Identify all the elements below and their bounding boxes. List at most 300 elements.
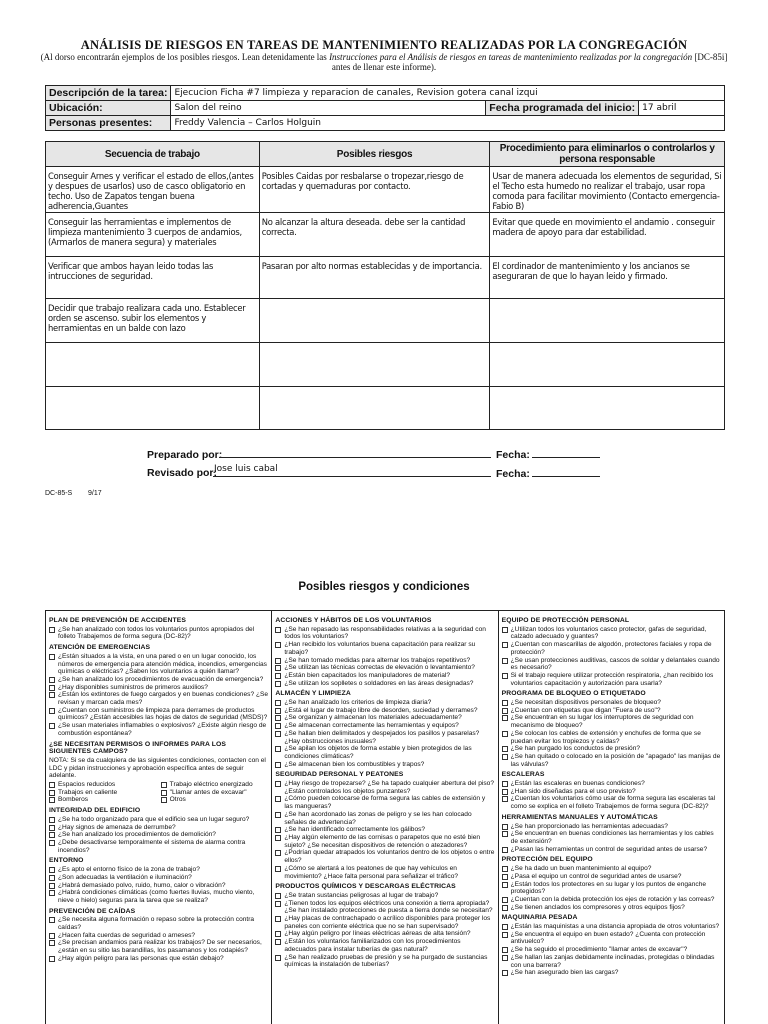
checklist-item-text: ¿Se encuentra el equipo en buen estado? ¿Cuenta con protección antivuelco? [510,930,706,946]
table-row [46,167,725,213]
checkbox[interactable] [502,847,508,853]
checklist-section-title: HERRAMIENTAS MANUALES Y AUTOMÁTICAS [501,813,658,821]
checklist-item-text: ¿Se hallan bien delimitados y despejados los pasillos y pasarelas? ¿Hay obstrucciones inusuales? [284,729,480,745]
table-cell[interactable]: Pasaran por alto normas establecidas y de importancia. [259,257,490,299]
table-row [46,213,725,257]
checklist-item-text: ¿Se ha todo organizado para que el edificio sea un lugar seguro? [58,815,250,823]
checklist-item-text: ¿Podrían quedar atrapados los voluntarios dentro de los objetos o entre ellos? [284,849,495,865]
checklist-item-text: ¿Están situados a la vista, en una pared o en un lugar conocido, los números de emergencia para atención médica, incendios, emergencias químicas o eléctricas? ¿Saben los voluntarios a quién llamar? [58,652,267,676]
checkbox[interactable] [502,932,508,938]
risks-conditions-title: Posibles riesgos y condiciones [298,581,470,593]
table-cell[interactable]: Posibles Caidas por resbalarse o tropezar,riesgo de cortadas y quemaduras por contacto. [259,167,490,213]
table-cell[interactable] [259,387,490,430]
checklist-item-text: ¿Se almacenan correctamente las herramientas y equipos? [284,722,459,730]
checklist-item-text: ¿Se tratan sustancias peligrosas al lugar de trabajo? [284,891,439,899]
checkbox[interactable] [275,708,281,714]
checkbox[interactable] [275,642,281,648]
checkbox[interactable] [502,905,508,911]
checkbox[interactable] [49,692,55,698]
checkbox[interactable] [275,673,281,679]
form-subtitle: (Al dorso encontrarán ejemplos de los posibles riesgos. Lean detenidamente las Instrucciones para el Análisis de riesgos en tareas de mantenimiento realizadas por la congregación [DC-85i] antes de llenar este informe). [40,52,728,72]
checkbox[interactable] [502,627,508,633]
checkbox[interactable] [49,677,55,683]
checkbox[interactable] [49,723,55,729]
checklist-item [49,691,268,706]
risk-analysis-table [45,141,725,430]
checklist-item [49,889,268,904]
checklist-item-text: ¿Pasan las herramientas un control de seguridad antes de usarse? [510,845,708,853]
checkbox[interactable] [502,658,508,664]
checklist-item [49,882,268,890]
start-date-label: Fecha programada del inicio: [486,101,639,116]
permit-options [49,781,268,804]
checklist-section-title: EQUIPO DE PROTECCIÓN PERSONAL [501,617,630,624]
checklist-item [49,916,268,931]
checkbox[interactable] [275,827,281,833]
checklist-item [49,874,268,882]
checklist-item-text: ¿Hay algún peligro por líneas eléctricas aéreas de alta tensión? [284,930,471,938]
table-cell[interactable] [259,343,490,387]
checklist-item-text: ¿Se han analizado los procedimientos de demolición? [58,831,216,839]
checklist-item-text: ¿Se han analizado los procedimientos de evacuación de emergencia? [58,675,264,683]
permit-option-label: Bomberos [58,796,89,804]
checklist-item [275,826,494,834]
checklist-item-text: ¿Están los voluntarios familiarizados con los procedimientos adecuados para instalar tuberías de gas natural? [284,938,461,953]
checkbox[interactable] [275,658,281,664]
checkbox[interactable] [275,723,281,729]
checklist-item [275,626,494,641]
checklist-item [502,830,721,845]
reviewed-date-label: Fecha: [496,468,530,480]
permit-option [161,789,269,797]
start-date-field[interactable]: 17 abril [639,101,725,116]
checklist-item [502,730,721,745]
checklist-item [49,932,268,940]
checklist-item-text: ¿Cómo se alertará a los peatones de que hay vehículos en movimiento? ¿Hace falta personal para señalizar el tráfico? [284,864,459,880]
checklist-item [502,699,721,707]
checklist-item [49,831,268,839]
checklist-item-text: ¿Hay riesgo de tropezarse? ¿Se ha tapado cualquier abertura del piso? ¿Están controlados los objetos punzantes? [284,780,494,795]
checkbox[interactable] [502,924,508,930]
table-cell[interactable]: Decidir que trabajo realizara cada uno. Establecer orden se ascenso. subir los elementos y herramientas en un balde con lazo [46,299,260,343]
checklist-item-text: ¿Se han asegurado bien las cargas? [510,969,619,977]
checklist-item [502,788,721,796]
checkbox[interactable] [275,939,281,945]
checklist-item-text: ¿Se han identificado correctamente los gálibos? [284,826,426,834]
checklist-section-title: ESCALERAS [501,771,545,779]
checklist-item-text: ¿Están bien capacitados los manipuladores de material? [284,671,450,679]
checklist-item-text: ¿Hay algún elemento de las cornisas o parapetos que no esté bien sujeto? ¿Se necesitan dispositivos de retención o atezadores? [284,833,481,849]
checklist-section-title: ¿SE NECESITAN PERMISOS O INFORMES PARA LOS SIGUIENTES CAMPOS? [49,740,227,756]
checklist-item [502,745,721,753]
checklist-item [275,672,494,680]
checklist-item-text: ¿Se han proporcionado las herramientas adecuadas? [510,822,668,830]
checklist-section-title: SEGURIDAD PERSONAL Y PEATONES [275,771,404,779]
permit-option [49,796,157,804]
checklist-item-text: ¿Están todos los protectores en su lugar y los puntos de enganche protegidos? [510,880,707,896]
checkbox[interactable] [161,797,167,803]
checkbox[interactable] [502,970,508,976]
checklist-note: NOTA: Si se da cualquiera de las siguientes condiciones, contacten con el LDC y pidan instrucciones y aprobación específica antes de seguir adelante. [49,756,266,780]
risks-checklist [45,610,725,1024]
checklist-item [275,722,494,730]
checklist-item [502,873,721,881]
checklist-item [275,892,494,900]
checklist-item-text: ¿Se han quitado o colocado en la posición de "apagado" las manijas de las válvulas? [510,752,721,768]
checklist-item-text: ¿Habrá condiciones climáticas (como fuertes lluvias, mucho viento, nieve o hielo) seguras para la tarea que se realiza? [58,889,255,904]
checklist-item [275,954,494,969]
permit-option-label: Trabajo eléctrico energizado [169,781,253,789]
table-cell[interactable] [46,387,260,430]
checkbox[interactable] [49,840,55,846]
checklist-item [49,866,268,874]
checklist-item [502,923,721,931]
checklist-item-text: ¿Se usan materiales inflamables o explosivos? ¿Existe algún riesgo de combustión espontánea? [58,722,267,737]
table-cell[interactable]: Verificar que ambos hayan leido todas las intrucciones de seguridad. [46,257,260,299]
checklist-item [502,904,721,912]
checklist-item [275,680,494,688]
checklist-section-title: ATENCIÓN DE EMERGENCIAS [49,644,151,652]
checklist-item-text: ¿Han recibido los voluntarios buena capacitación para realizar su trabajo? [284,641,476,656]
checklist-item [502,707,721,715]
checklist-item [275,938,494,953]
checklist-item-text: ¿Hacen falta cuerdas de seguridad o arneses? [58,931,196,939]
checklist-item-text: ¿Han sido diseñadas para el uso previsto? [510,787,636,795]
checklist-item [502,896,721,904]
checklist-item [275,780,494,795]
location-label: Ubicación: [46,101,171,116]
checkbox[interactable] [49,832,55,838]
checklist-item-text: ¿Debe desactivarse temporalmente el sistema de alarma contra incendios? [58,838,246,854]
checklist-section-title: PROGRAMA DE BLOQUEO O ETIQUETADO [501,690,646,698]
checkbox[interactable] [275,681,281,687]
checklist-item [49,939,268,954]
checklist-item-text: ¿Pasa el equipo un control de seguridad antes de usarse? [510,872,682,880]
checkbox[interactable] [275,731,281,737]
checkbox[interactable] [49,883,55,889]
checklist-item-text: ¿Se encuentran en buenas condiciones las herramientas y los cables de extensión? [510,830,714,845]
checklist-item-text: Si el trabajo requiere utilizar protección respiratoria, ¿han recibido los voluntarios capacitación y autorización para usarla? [510,671,714,687]
checkbox[interactable] [275,796,281,802]
checkbox[interactable] [502,731,508,737]
checkbox[interactable] [275,901,281,907]
checklist-item [275,849,494,864]
task-description-field[interactable]: Ejecucion Ficha #7 limpieza y reparacion de canales, Revision gotera canal izqui [171,86,725,101]
checklist-item [502,969,721,977]
checklist-item [502,865,721,873]
checkbox[interactable] [502,824,508,830]
checkbox[interactable] [161,782,167,788]
checkbox[interactable] [502,673,508,679]
checkbox[interactable] [275,781,281,787]
checklist-item-text: ¿Habrá demasiado polvo, ruido, humo, calor o vibración? [58,881,226,889]
checklist-item [275,795,494,810]
checkbox[interactable] [275,665,281,671]
checklist-item [275,730,494,745]
checklist-item [502,823,721,831]
checklist-item [502,714,721,729]
checklist-section-title: ALMACÉN Y LIMPIEZA [275,690,351,698]
checklist-item [275,714,494,722]
permit-option-label: "Llamar antes de excavar" [169,788,247,796]
checkbox[interactable] [49,875,55,881]
checkbox[interactable] [502,781,508,787]
checklist-section-title: MAQUINARIA PESADA [501,914,578,922]
checklist-item-text: ¿Se organizan y almacenan los materiales adecuadamente? [284,714,462,722]
reviewed-by-field[interactable]: Jose luis cabal [214,464,278,474]
checkbox[interactable] [502,746,508,752]
checkbox[interactable] [49,708,55,714]
checklist-item-text: ¿Está el lugar de trabajo libre de desorden, suciedad y derrames? [284,706,478,714]
permit-option-label: Trabajos en caliente [58,788,118,796]
checkbox[interactable] [49,825,55,831]
checkbox[interactable] [502,700,508,706]
checklist-item [49,839,268,854]
table-cell[interactable]: Usar de manera adecuada los elementos de seguridad, Si el Techo esta humedo no realizar el trabajo, usar ropa comoda para facilitar movimiento (Contacto emergencia- Fabio B) [490,167,725,213]
checkbox[interactable] [49,867,55,873]
checkbox[interactable] [275,931,281,937]
table-cell[interactable]: Conseguir Arnes y verificar el estado de ellos,(antes y despues de usarlos) uso de casco obligatorio en techo. Uso de Zapatos tengan buena adherencia,Guantes [46,167,260,213]
checklist-item [49,816,268,824]
checklist-item-text: ¿Se han analizado con todos los voluntarios puntos apropiados del folleto Trabajemos de forma segura (DC-82)? [58,625,255,641]
table-cell[interactable] [46,343,260,387]
checklist-item [275,641,494,656]
checkbox[interactable] [275,835,281,841]
table-cell[interactable] [490,343,725,387]
checklist-item-text: ¿Se han realizado pruebas de presión y se ha purgado de sustancias químicas la instalación de tuberías? [284,953,488,969]
table-cell[interactable] [490,387,725,430]
checkbox[interactable] [502,754,508,760]
checkbox[interactable] [49,782,55,788]
checklist-section-title: ENTORNO [49,857,84,865]
prepared-by-line[interactable] [219,457,491,458]
people-present-field[interactable]: Freddy Valencia – Carlos Holguin [171,116,725,131]
checkbox[interactable] [275,955,281,961]
checklist-section-title: PROTECCIÓN DEL EQUIPO [501,856,593,864]
people-present-label: Personas presentes: [46,116,171,131]
column-header-possible-risks: Posibles riesgos [259,142,490,167]
checkbox[interactable] [275,916,281,922]
form-title: ANÁLISIS DE RIESGOS EN TAREAS DE MANTENIMIENTO REALIZADAS POR LA CONGREGACIÓN [80,38,688,52]
checkbox[interactable] [502,715,508,721]
checklist-item [49,955,268,963]
checklist-item-text: ¿Se almacenan bien los combustibles y trapos? [284,760,425,768]
checklist-item [502,641,721,656]
checklist-item-text: ¿Cuentan los voluntarios cómo usar de forma segura las escaleras tal como se explica en el folleto Trabajemos de forma segura (DC-82)? [510,795,716,811]
checklist-item-text: ¿Cuentan con suministros de limpieza para derrames de productos químicos? ¿Están accesibles las hojas de datos de seguridad (MSDS)? [58,706,268,722]
checkbox[interactable] [502,642,508,648]
checkbox[interactable] [502,708,508,714]
checklist-item-text: ¿Cuentan con la debida protección los ejes de rotación y las correas? [510,895,715,903]
checklist-item-text: ¿Se usan protecciones auditivas, cascos de soldar y delantales cuando es necesario? [510,656,720,672]
checklist-section-title: PREVENCIÓN DE CAÍDAS [49,907,136,915]
checklist-item-text: ¿Hay algún peligro para las personas que están debajo? [58,954,224,962]
checklist-column [46,611,271,1024]
checkbox[interactable] [502,897,508,903]
checklist-item-text: ¿Se utilizan las técnicas correctas de elevación o levantamiento? [284,664,475,672]
checklist-item [275,930,494,938]
checklist-item [275,707,494,715]
checklist-item-text: ¿Se ha dado un buen mantenimiento al equipo? [510,865,652,873]
prepared-by-label: Preparado por: [147,449,223,461]
checkbox[interactable] [49,797,55,803]
location-field[interactable]: Salon del reino [171,101,486,116]
column-header-work-sequence: Secuencia de trabajo [46,142,260,167]
checklist-item [502,672,721,687]
checklist-item-text: ¿Se han repasado las responsabilidades relativas a la seguridad con todos los voluntarios? [284,625,486,641]
checklist-section-title: INTEGRIDAD DEL EDIFICIO [49,807,141,815]
checkbox[interactable] [275,850,281,856]
form-revision: 9/17 [88,490,102,497]
checkbox[interactable] [49,685,55,691]
permit-option [161,796,269,804]
checkbox[interactable] [275,812,281,818]
checklist-item-text: ¿Se utilizan los soplletes o soldadores en las áreas designadas? [284,679,474,687]
checklist-item-text: ¿Hay signos de amenaza de derrumbe? [58,823,176,831]
checklist-item [49,707,268,722]
checkbox[interactable] [502,874,508,880]
table-cell[interactable]: No alcanzar la altura deseada. debe ser la cantidad correcta. [259,213,490,257]
form-code: DC-85-S [45,490,73,497]
checkbox[interactable] [502,789,508,795]
checklist-item [275,865,494,880]
checklist-item [49,676,268,684]
table-row [46,257,725,299]
checklist-item-text: ¿Se han purgado los conductos de presión? [510,745,641,753]
checklist-item-text: ¿Se necesita alguna formación o repaso sobre la protección contra caídas? [58,916,255,932]
table-cell[interactable] [490,299,725,343]
checklist-item-text: ¿Cómo pueden colocarse de forma segura las cables de extensión y las mangueras? [284,795,486,811]
checkbox[interactable] [275,627,281,633]
task-info-table [45,85,725,131]
table-cell[interactable]: Conseguir las herramientas e implementos de limpieza mantenimiento 3 cuerpos de andamios, (Armarlos de manera segura) y materiales [46,213,260,257]
checklist-item [49,684,268,692]
checklist-item [49,824,268,832]
table-row [46,299,725,343]
prepared-date-label: Fecha: [496,449,530,461]
reviewed-by-label: Revisado por: [147,467,218,479]
checklist-item [502,931,721,946]
checklist-item-text: ¿Se colocan los cables de extensión y enchufes de forma que se puedan evitar los tropiezos y caídas? [510,729,701,745]
checkbox[interactable] [502,866,508,872]
permit-option [49,789,157,797]
table-cell[interactable]: El cordinador de mantenimiento y los ancianos se aseguraran de que lo hayan leido y firmado. [490,257,725,299]
checkbox[interactable] [502,955,508,961]
checklist-item [275,699,494,707]
table-row [46,387,725,430]
checklist-item-text: ¿Se han analizado los criterios de limpieza diaria? [284,699,432,707]
checklist-item [275,900,494,915]
checklist-item [502,626,721,641]
checklist-item-text: ¿Se precisan andamios para realizar los trabajos? De ser necesarios, ¿están en su sitio las barandillas, los pasamanos y los rodapiés? [58,939,262,955]
checklist-item [275,657,494,665]
checklist-column [271,611,497,1024]
checkbox[interactable] [275,746,281,752]
checkbox[interactable] [275,893,281,899]
checklist-item-text: ¿Se hallan las zanjas debidamente inclinadas, protegidas o blindadas con una barrera? [510,953,715,969]
checklist-item-text: ¿Hay disponibles suministros de primeros auxilios? [58,683,208,691]
checklist-item-text: ¿Están las escaleras en buenas condiciones? [510,780,645,788]
checkbox[interactable] [49,890,55,896]
checkbox[interactable] [49,790,55,796]
checklist-item-text: ¿Se apilan los objetos de forma estable y bien protegidos de las condiciones climáticas? [284,745,472,760]
table-row [46,343,725,387]
checklist-item [275,834,494,849]
checklist-item-text: ¿Hay placas de contrachapado o acrílico disponibles para proteger los paneles con corriente eléctrica que no se han supervisado? [284,915,491,930]
checklist-item-text: ¿Se han tomado medidas para alternar los trabajos repetitivos? [284,656,471,664]
checklist-item-text: ¿Cuentan con etiquetas que digan "Fuera de uso"? [510,706,661,714]
checklist-item [49,722,268,737]
checkbox[interactable] [49,956,55,962]
checkbox[interactable] [502,796,508,802]
permit-option [49,781,157,789]
checklist-item-text: ¿Se han acordonado las zonas de peligro y se les han colocado señales de advertencia? [284,810,472,826]
checklist-item-text: ¿Se ha seguido el procedimiento "llamar antes de excavar"? [510,946,688,954]
checklist-section-title: PRODUCTOS QUÍMICOS Y DESCARGAS ELÉCTRICAS [275,883,456,891]
checkbox[interactable] [161,790,167,796]
checkbox[interactable] [49,917,55,923]
checklist-item-text: ¿Se encuentran en su lugar los interruptores de seguridad con mecanismo de bloqueo? [510,714,694,730]
checkbox[interactable] [49,933,55,939]
checklist-item [502,954,721,969]
permit-option [161,781,269,789]
checkbox[interactable] [275,866,281,872]
checklist-item [275,915,494,930]
checklist-item [275,745,494,760]
checkbox[interactable] [275,715,281,721]
table-cell[interactable] [259,299,490,343]
checkbox[interactable] [49,627,55,633]
checklist-item [502,881,721,896]
checklist-item-text: ¿Están los extintores de fuego cargados y en buenas condiciones? ¿Se revisan y marcan cada mes? [58,691,269,707]
checklist-item [502,657,721,672]
checkbox[interactable] [275,700,281,706]
checklist-item [502,753,721,768]
checkbox[interactable] [502,882,508,888]
checklist-item [502,780,721,788]
checklist-item [275,664,494,672]
prepared-date-line[interactable] [532,457,600,458]
checkbox[interactable] [49,817,55,823]
table-cell[interactable]: Evitar que quede en movimiento el andamio . conseguir madera de apoyo para dar estabilidad. [490,213,725,257]
checklist-item-text: ¿Es apto el entorno físico de la zona de trabajo? [58,866,200,874]
checklist-item [502,946,721,954]
checklist-column [498,611,724,1024]
checkbox[interactable] [502,831,508,837]
column-header-control-procedure: Procedimiento para eliminarlos o controlarlos y persona responsable [490,142,725,167]
checklist-item-text: ¿Cuentan con mascarillas de algodón, protectores faciales y ropa de protección? [510,641,712,656]
task-description-label: Descripción de la tarea: [46,86,171,101]
checkbox[interactable] [275,762,281,768]
permit-option-label: Espacios reducidos [58,781,116,789]
checklist-section-title: PLAN DE PREVENCIÓN DE ACCIDENTES [49,617,187,624]
checklist-item [49,653,268,676]
reviewed-by-line[interactable] [213,476,491,477]
checklist-item [502,795,721,810]
checklist-item [49,626,268,641]
checklist-item [502,846,721,854]
checklist-item-text: ¿Se tienen anclados los compresores y otros equipos fijos? [510,903,685,911]
checklist-item-text: ¿Utilizan todos los voluntarios casco protector, gafas de seguridad, calzado adecuado y guantes? [510,625,707,641]
checkbox[interactable] [49,654,55,660]
checkbox[interactable] [49,940,55,946]
reviewed-date-line[interactable] [532,476,600,477]
checklist-item [275,761,494,769]
checklist-item-text: ¿Son adecuadas la ventilación e iluminación? [58,873,192,881]
checklist-item-text: ¿Se necesitan dispositivos personales de bloqueo? [510,699,661,707]
permit-option-label: Otros [169,796,186,804]
checkbox[interactable] [502,947,508,953]
